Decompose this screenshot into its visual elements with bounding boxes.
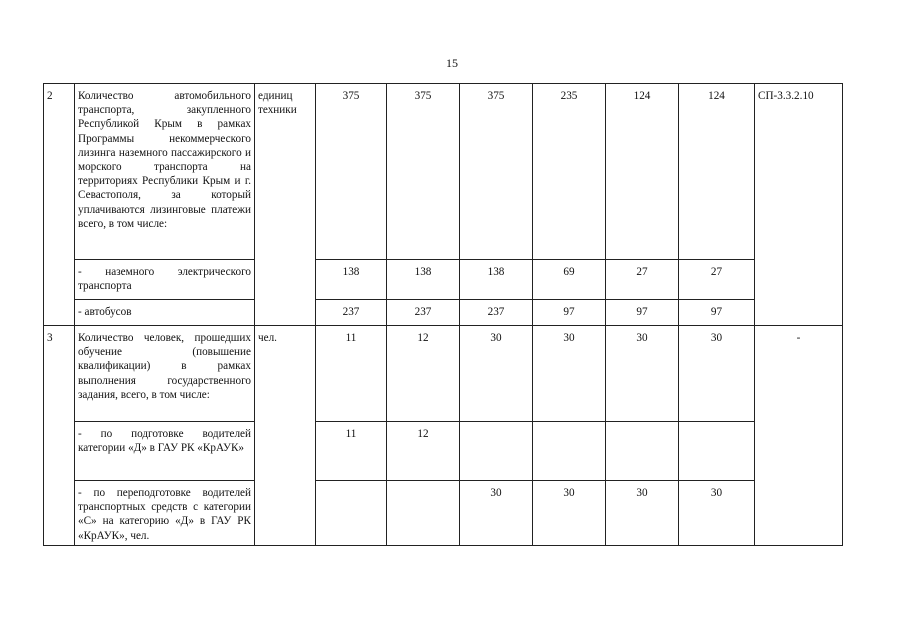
- value-cell: 235: [533, 84, 606, 260]
- sub-indicator-description: - наземного электрического транспорта: [75, 260, 255, 300]
- value-cell: 27: [606, 260, 679, 300]
- sub-indicator-description: - автобусов: [75, 300, 255, 326]
- value-cell: 97: [533, 300, 606, 326]
- table-row: [44, 326, 843, 422]
- value-cell: 97: [679, 300, 755, 326]
- table-row: [44, 422, 843, 481]
- value-cell: 30: [679, 326, 755, 422]
- value-cell: 30: [606, 481, 679, 546]
- reference-cell: -: [755, 326, 843, 546]
- indicator-description: Количество автомобильного транспорта, закупленного Республикой Крым в рамках Программы некоммерческого лизинга наземного пассажирского и морского транспорта на территориях Республики Крым и г. Севастополя, за который уплачиваются лизинговые платежи всего, в том числе:: [75, 84, 255, 260]
- unit-cell: чел.: [255, 326, 316, 546]
- value-cell: 124: [606, 84, 679, 260]
- page-number: 15: [446, 56, 458, 70]
- indicators-table: [43, 83, 843, 546]
- value-cell: [679, 422, 755, 481]
- value-cell: 375: [387, 84, 460, 260]
- value-cell: 30: [606, 326, 679, 422]
- table-row: [44, 300, 843, 326]
- value-cell: [533, 422, 606, 481]
- value-cell: 124: [679, 84, 755, 260]
- value-cell: 237: [460, 300, 533, 326]
- value-cell: 30: [679, 481, 755, 546]
- value-cell: 11: [316, 326, 387, 422]
- value-cell: 12: [387, 422, 460, 481]
- value-cell: [460, 422, 533, 481]
- value-cell: 138: [316, 260, 387, 300]
- value-cell: [606, 422, 679, 481]
- sub-indicator-description: - по подготовке водителей категории «Д» в ГАУ РК «КрАУК»: [75, 422, 255, 481]
- value-cell: 97: [606, 300, 679, 326]
- value-cell: 30: [533, 481, 606, 546]
- sub-indicator-description: - по переподготовке водителей транспортных средств с категории «С» на категорию «Д» в ГАУ РК «КрАУК», чел.: [75, 481, 255, 546]
- row-number-cell: 3: [44, 326, 75, 546]
- value-cell: 69: [533, 260, 606, 300]
- value-cell: 237: [387, 300, 460, 326]
- value-cell: 30: [460, 326, 533, 422]
- value-cell: 12: [387, 326, 460, 422]
- value-cell: 138: [387, 260, 460, 300]
- unit-cell: единиц техники: [255, 84, 316, 326]
- value-cell: 375: [316, 84, 387, 260]
- value-cell: 237: [316, 300, 387, 326]
- row-number-cell: 2: [44, 84, 75, 326]
- value-cell: 30: [460, 481, 533, 546]
- table-row: [44, 84, 843, 260]
- value-cell: 138: [460, 260, 533, 300]
- value-cell: 375: [460, 84, 533, 260]
- reference-cell: СП-3.3.2.10: [755, 84, 843, 326]
- value-cell: 30: [533, 326, 606, 422]
- value-cell: 27: [679, 260, 755, 300]
- table-row: [44, 481, 843, 546]
- value-cell: [387, 481, 460, 546]
- indicator-description: Количество человек, прошедших обучение (повышение квалификации) в рамках выполнения государственного задания, всего, в том числе:: [75, 326, 255, 422]
- table-row: [44, 260, 843, 300]
- value-cell: 11: [316, 422, 387, 481]
- value-cell: [316, 481, 387, 546]
